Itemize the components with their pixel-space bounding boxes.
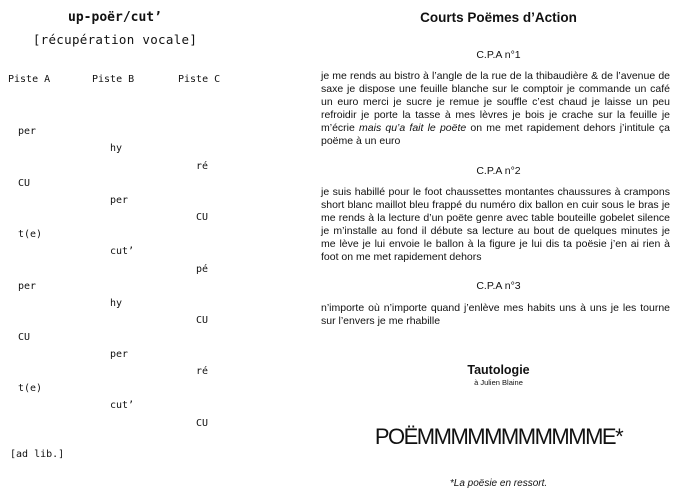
syllable-c: CU [196, 315, 209, 326]
syllable-c: CU [196, 418, 209, 429]
syllable-b: cut’ [110, 246, 135, 257]
track-header-a: Piste A [8, 74, 51, 85]
cpa3-text: n’importe où n’importe quand j’enlève mes habits uns à uns je les tourne sur l’envers je me rhabille [321, 302, 670, 327]
syllable-c: CU [196, 212, 209, 223]
tautologie-word: POËMMMMMMMMMMME* [374, 424, 623, 449]
cpa2-text: je suis habillé pour le foot chaussettes montantes chaussures à crampons short blanc maillot bleu frappé du numéro dix ballon en cuir sous le bras je me rends à la lecture d’un poëte genre avec table bouteille gobelet silence je m’installe au fond il débute sa lecture au bout de quelques minutes je me lève je lui envoie le ballon à la figure je lui dis ta poësie j’en ai rien à foot on me met rapidement dehors [321, 186, 670, 263]
ad-lib-note: [ad lib.] [10, 449, 65, 460]
tautologie-footnote: *La poësie en ressort. [449, 478, 548, 489]
syllable-c: ré [196, 366, 209, 377]
track-header-b: Piste B [92, 74, 135, 85]
cpa3-label: C.P.A n°3 [476, 280, 521, 292]
syllable-c: pé [196, 264, 209, 275]
syllable-b: hy [110, 143, 123, 154]
track-header-c: Piste C [178, 74, 221, 85]
syllable-a: t(e) [18, 383, 43, 394]
left-poem-subtitle: [récupération vocale] [32, 32, 198, 47]
syllable-b: per [110, 195, 129, 206]
tautologie-dedication: à Julien Blaine [474, 378, 523, 387]
syllable-a: per [18, 281, 37, 292]
syllable-b: cut’ [110, 400, 135, 411]
syllable-b: per [110, 349, 129, 360]
syllable-a: CU [18, 332, 31, 343]
syllable-c: ré [196, 161, 209, 172]
cpa1-emphasis: mais qu’a fait le poëte [359, 122, 467, 134]
cpa1-label: C.P.A n°1 [476, 49, 521, 61]
cpa2-label: C.P.A n°2 [476, 165, 521, 177]
syllable-b: hy [110, 298, 123, 309]
tautologie-title: Tautologie [467, 363, 530, 377]
left-poem-title: up-poër/cut’ [68, 10, 162, 25]
syllable-a: per [18, 126, 37, 137]
syllable-a: t(e) [18, 229, 43, 240]
cpa1-text: je me rends au bistro à l’angle de la rue de la thibaudière & de l’avenue de saxe je dispose une feuille blanche sur le comptoir je commande un café un euro merci je sucre je remue je souffle c’est chaud je laisse un peu refroidir je porte la tasse à mes lèvres je bois je crache sur la feuille je m’écrie mais qu’a fait le poëte on me met rapidement dehors j’intitule ça poëme à un euro [321, 70, 671, 147]
right-page-title: Courts Poëmes d’Action [420, 10, 577, 25]
syllable-a: CU [18, 178, 31, 189]
